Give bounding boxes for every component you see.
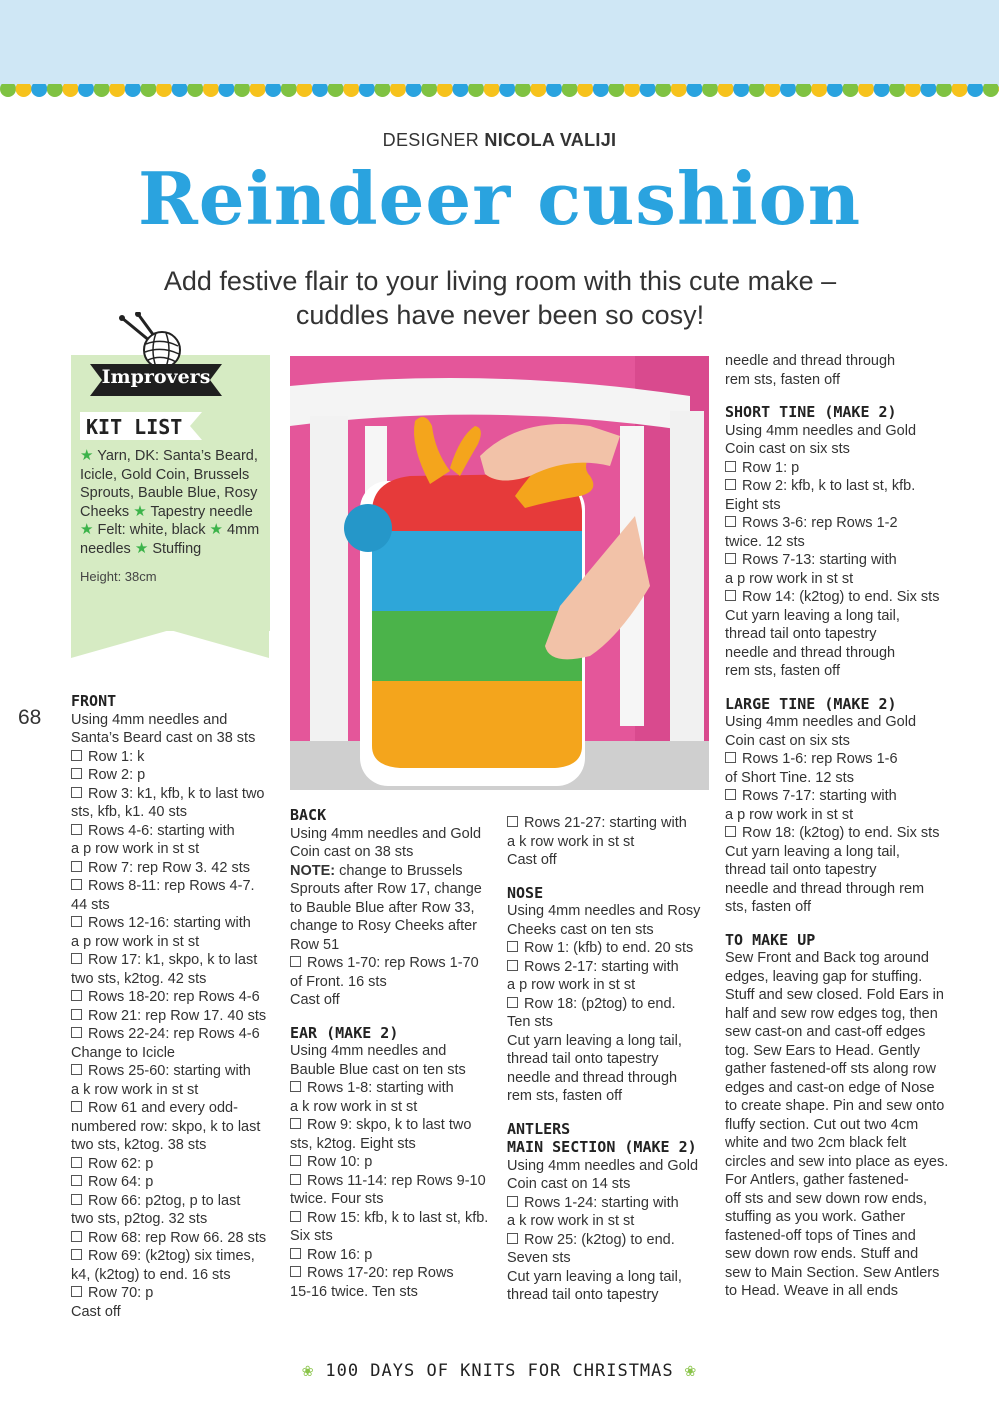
- checkbox[interactable]: [71, 879, 82, 890]
- checkbox[interactable]: [71, 1286, 82, 1297]
- section-heading: MAIN SECTION (MAKE 2): [507, 1138, 697, 1156]
- section-gap: [725, 389, 965, 403]
- row-text: Rows 25-60: starting with: [88, 1063, 251, 1079]
- row-text: Row 15: kfb, k to last st, kfb.: [307, 1209, 489, 1226]
- kit-list-title: KIT LIST: [80, 412, 190, 440]
- row-text: Row 66: p2tog, p to last: [88, 1192, 241, 1209]
- checkbox[interactable]: [725, 789, 736, 800]
- checkbox[interactable]: [290, 1118, 301, 1129]
- kit-list-items: [80, 447, 265, 558]
- row-instruction[interactable]: [71, 1284, 281, 1303]
- checkbox[interactable]: [71, 787, 82, 798]
- row-instruction[interactable]: [71, 785, 281, 804]
- row-text: Row 64: p: [88, 1174, 154, 1190]
- checkbox[interactable]: [71, 824, 82, 835]
- row-instruction[interactable]: [725, 551, 965, 570]
- star-bullet-icon: ★: [80, 521, 94, 538]
- row-instruction[interactable]: [290, 1153, 502, 1172]
- text-line: Cut yarn leaving a long tail,: [507, 1032, 682, 1049]
- section-gap: [725, 681, 965, 695]
- kit-panel-notch: [71, 630, 269, 658]
- text-line: Using 4mm needles and Rosy: [507, 903, 701, 919]
- checkbox[interactable]: [507, 1196, 518, 1207]
- section-heading: TO MAKE UP: [725, 930, 816, 949]
- text-line: Using 4mm needles and: [290, 1043, 447, 1059]
- checkbox[interactable]: [71, 953, 82, 964]
- kit-item: Felt: white, black: [97, 522, 206, 538]
- checkbox[interactable]: [507, 941, 518, 952]
- text-line: Cast off: [71, 1303, 121, 1320]
- text-line: Coin cast on six sts: [725, 441, 850, 457]
- text-line: Cheeks cast on ten sts: [507, 921, 654, 938]
- note-line: [290, 862, 502, 881]
- text-line: Cast off: [290, 992, 340, 1008]
- row-text: Row 2: kfb, k to last st, kfb.: [742, 478, 916, 494]
- text-line: a p row work in st st: [71, 933, 200, 950]
- row-text: Row 18: (p2tog) to end.: [524, 995, 676, 1012]
- text-line: Cut yarn leaving a long tail,: [725, 607, 900, 624]
- row-instruction[interactable]: [507, 1231, 719, 1250]
- text-line: rem sts, fasten off: [507, 1088, 622, 1104]
- section-heading: ANTLERS: [507, 1119, 571, 1138]
- text-line: a k row work in st st: [507, 1213, 635, 1229]
- star-bullet-icon: ★: [133, 502, 147, 520]
- pattern-column-4: [725, 352, 965, 1301]
- row-instruction[interactable]: [507, 995, 719, 1014]
- section-gap: [290, 1010, 502, 1024]
- page-title: Reindeer cushion: [137, 156, 862, 241]
- section-heading: LARGE TINE (MAKE 2): [725, 694, 897, 713]
- text-line: needle and thread through: [725, 353, 896, 369]
- row-instruction[interactable]: [71, 1099, 281, 1118]
- checkbox[interactable]: [71, 1249, 82, 1260]
- row-instruction[interactable]: [725, 477, 965, 496]
- text-line: Eight sts: [725, 496, 781, 513]
- text-line: twice. 12 sts: [725, 533, 805, 550]
- row-text: Row 10: p: [307, 1154, 373, 1170]
- text-line: 15-16 twice. Ten sts: [290, 1283, 418, 1300]
- row-instruction[interactable]: [725, 750, 965, 769]
- row-instruction[interactable]: [290, 1209, 502, 1228]
- row-text: Rows 1-8: starting with: [307, 1080, 454, 1096]
- row-text: Row 1: p: [742, 459, 800, 476]
- checkbox[interactable]: [71, 916, 82, 927]
- checkbox[interactable]: [290, 1211, 301, 1222]
- text-line: Bauble Blue cast on ten sts: [290, 1061, 466, 1078]
- note-text: change to Brussels: [339, 862, 463, 879]
- skill-level-label: Improvers: [101, 366, 211, 388]
- text-line: numbered row: skpo, k to last: [71, 1118, 261, 1135]
- text-line: a p row work in st st: [725, 806, 854, 823]
- row-instruction[interactable]: [725, 787, 965, 806]
- row-instruction[interactable]: [507, 1194, 719, 1213]
- row-instruction[interactable]: [290, 1172, 502, 1191]
- text-line: Stuff and sew closed. Fold Ears in: [725, 987, 944, 1003]
- text-line: Coin cast on six sts: [725, 732, 850, 749]
- text-line: tog. Sew Ears to Head. Gently: [725, 1042, 921, 1059]
- section-gap: [725, 917, 965, 931]
- row-text: Rows 2-17: starting with: [524, 958, 679, 975]
- text-line: Coin cast on 38 sts: [290, 844, 414, 860]
- text-line: rem sts, fasten off: [725, 371, 840, 388]
- cushion-illustration: [290, 356, 709, 790]
- section-heading: EAR (MAKE 2): [290, 1023, 399, 1042]
- row-instruction[interactable]: [71, 1155, 281, 1174]
- row-text: Row 9: skpo, k to last two: [307, 1117, 472, 1133]
- text-line: a k row work in st st: [507, 833, 635, 850]
- text-line: Cut yarn leaving a long tail,: [725, 843, 900, 860]
- pattern-column-1: [71, 692, 281, 1321]
- row-instruction[interactable]: [71, 1229, 281, 1248]
- checkbox[interactable]: [71, 1175, 82, 1186]
- row-text: Row 21: rep Row 17. 40 sts: [88, 1007, 267, 1024]
- text-line: sew down row ends. Stuff and: [725, 1246, 919, 1262]
- text-line: to create shape. Pin and sew onto: [725, 1098, 945, 1114]
- section-heading: SHORT TINE (MAKE 2): [725, 403, 897, 421]
- row-instruction[interactable]: [71, 877, 281, 896]
- checkbox[interactable]: [725, 479, 736, 490]
- text-line: edges and cast-on edge of Nose: [725, 1079, 935, 1096]
- flower-icon: ❀: [302, 1360, 315, 1381]
- row-instruction[interactable]: [71, 914, 281, 933]
- row-text: Row 68: rep Row 66. 28 sts: [88, 1229, 267, 1246]
- text-line: white and two 2cm black felt: [725, 1135, 907, 1151]
- row-text: Rows 1-24: starting with: [524, 1194, 679, 1211]
- checkbox[interactable]: [71, 861, 82, 872]
- text-line: needle and thread through rem: [725, 880, 925, 897]
- kit-item: Yarn, DK: Santa’s Beard, Icicle, Gold Coin, Brussels Sprouts, Bauble Blue, Rosy Cheeks: [80, 448, 258, 520]
- row-instruction[interactable]: [507, 958, 719, 977]
- row-text: Rows 7-17: starting with: [742, 788, 897, 804]
- text-line: Using 4mm needles and: [71, 711, 228, 728]
- checkbox[interactable]: [725, 461, 736, 472]
- text-line: twice. Four sts: [290, 1191, 384, 1207]
- row-text: Row 2: p: [88, 767, 146, 783]
- text-line: change to Rosy Cheeks after: [290, 918, 477, 934]
- row-instruction[interactable]: [71, 822, 281, 841]
- text-line: Row 51: [290, 936, 340, 953]
- section-heading: FRONT: [71, 692, 117, 710]
- row-instruction[interactable]: [71, 1173, 281, 1192]
- row-instruction[interactable]: [71, 951, 281, 970]
- row-text: Row 3: k1, kfb, k to last two: [88, 785, 265, 802]
- text-line: Cut yarn leaving a long tail,: [507, 1268, 682, 1285]
- text-line: sts, k2tog. Eight sts: [290, 1135, 416, 1152]
- text-line: fluffy section. Cut out two 4cm: [725, 1116, 919, 1133]
- row-instruction[interactable]: [290, 954, 502, 973]
- text-line: Sew Front and Back tog around: [725, 950, 929, 966]
- text-line: rem sts, fasten off: [725, 663, 840, 679]
- row-instruction[interactable]: [290, 1079, 502, 1098]
- row-text: Rows 22-24: rep Rows 4-6: [88, 1026, 260, 1042]
- checkbox[interactable]: [71, 1064, 82, 1075]
- checkbox[interactable]: [71, 1027, 82, 1038]
- section-heading: BACK: [290, 806, 327, 824]
- pattern-column-3: [507, 814, 719, 1305]
- checkbox[interactable]: [71, 1231, 82, 1242]
- row-text: Row 17: k1, skpo, k to last: [88, 952, 258, 968]
- row-instruction[interactable]: [71, 766, 281, 785]
- text-line: Six sts: [290, 1228, 333, 1244]
- row-text: Row 16: p: [307, 1246, 373, 1263]
- row-instruction[interactable]: [71, 748, 281, 767]
- checkbox[interactable]: [725, 516, 736, 527]
- text-line: thread tail onto tapestry: [507, 1051, 659, 1067]
- text-line: a k row work in st st: [71, 1081, 199, 1098]
- kit-item: Stuffing: [152, 540, 202, 557]
- checkbox[interactable]: [290, 1081, 301, 1092]
- text-line: edges, leaving gap for stuffing.: [725, 968, 923, 985]
- row-text: Rows 18-20: rep Rows 4-6: [88, 989, 260, 1005]
- checkbox[interactable]: [290, 1248, 301, 1259]
- section-heading: NOSE: [507, 883, 544, 902]
- row-text: Rows 8-11: rep Rows 4-7.: [88, 878, 255, 894]
- text-line: thread tail onto tapestry: [725, 626, 877, 642]
- top-color-band: [0, 0, 999, 88]
- row-text: Rows 3-6: rep Rows 1-2: [742, 515, 898, 531]
- text-line: sew cast-on and cast-off edges: [725, 1024, 926, 1040]
- row-text: Rows 7-13: starting with: [742, 552, 897, 568]
- text-line: a k row work in st st: [290, 1098, 418, 1115]
- finished-height: Height: 38cm: [80, 569, 157, 584]
- row-text: Row 14: (k2tog) to end. Six sts: [742, 589, 940, 605]
- text-line: of Front. 16 sts: [290, 973, 387, 990]
- pattern-column-2: [290, 806, 502, 1301]
- text-line: half and sew row edges tog, then: [725, 1005, 938, 1022]
- checkbox[interactable]: [71, 768, 82, 779]
- star-bullet-icon: ★: [80, 447, 94, 464]
- row-instruction[interactable]: [71, 1247, 281, 1266]
- checkbox[interactable]: [71, 1157, 82, 1168]
- designer-prefix: DESIGNER: [382, 130, 480, 150]
- footer-text: 100 DAYS OF KNITS FOR CHRISTMAS: [325, 1361, 674, 1381]
- checkbox[interactable]: [725, 553, 736, 564]
- row-text: Row 1: (kfb) to end. 20 sts: [524, 940, 694, 956]
- row-instruction[interactable]: [507, 939, 719, 958]
- text-line: Ten sts: [507, 1014, 553, 1030]
- section-gap: [507, 1106, 719, 1120]
- text-line: Coin cast on 14 sts: [507, 1176, 631, 1192]
- row-instruction[interactable]: [71, 859, 281, 878]
- star-bullet-icon: ★: [209, 521, 223, 538]
- checkbox[interactable]: [290, 1174, 301, 1185]
- text-line: 44 sts: [71, 896, 110, 913]
- row-text: Rows 12-16: starting with: [88, 915, 251, 931]
- row-instruction[interactable]: [725, 459, 965, 478]
- page-subtitle: Add festive flair to your living room with this cute make – cuddles have never been so cosy!: [163, 266, 837, 330]
- row-instruction[interactable]: [725, 514, 965, 533]
- row-instruction[interactable]: [725, 824, 965, 843]
- text-line: a p row work in st st: [71, 841, 200, 857]
- checkbox[interactable]: [290, 1266, 301, 1277]
- footer: [0, 1360, 999, 1381]
- checkbox[interactable]: [725, 826, 736, 837]
- row-text: Row 25: (k2tog) to end.: [524, 1231, 675, 1248]
- row-instruction[interactable]: [71, 1007, 281, 1026]
- text-line: sts, kfb, k1. 40 sts: [71, 804, 188, 820]
- row-instruction[interactable]: [290, 1246, 502, 1265]
- checkbox[interactable]: [725, 590, 736, 601]
- note-label: NOTE:: [290, 862, 336, 879]
- text-line: of Short Tine. 12 sts: [725, 769, 854, 786]
- row-text: Rows 11-14: rep Rows 9-10: [307, 1172, 486, 1189]
- text-line: needle and thread through: [507, 1069, 678, 1086]
- row-instruction[interactable]: [725, 588, 965, 607]
- text-line: two sts, k2tog. 42 sts: [71, 970, 207, 987]
- text-line: two sts, k2tog. 38 sts: [71, 1137, 207, 1153]
- text-line: to Head. Weave in all ends: [725, 1283, 899, 1299]
- row-text: Rows 21-27: starting with: [524, 815, 687, 831]
- row-instruction[interactable]: [290, 1264, 502, 1283]
- row-text: Row 69: (k2tog) six times,: [88, 1248, 255, 1264]
- text-line: k4, (k2tog) to end. 16 sts: [71, 1266, 231, 1283]
- text-line: stuffing as you work. Gather: [725, 1209, 906, 1225]
- text-line: thread tail onto tapestry: [507, 1287, 659, 1303]
- row-instruction[interactable]: [71, 1025, 281, 1044]
- checkbox[interactable]: [71, 1194, 82, 1205]
- designer-credit: [0, 130, 999, 151]
- text-line: a p row work in st st: [507, 977, 636, 993]
- row-text: Rows 4-6: starting with: [88, 822, 235, 839]
- row-text: Rows 1-70: rep Rows 1-70: [307, 955, 479, 971]
- text-line: Seven sts: [507, 1250, 571, 1266]
- row-text: Row 70: p: [88, 1285, 154, 1301]
- text-line: two sts, p2tog. 32 sts: [71, 1211, 208, 1227]
- row-instruction[interactable]: [71, 988, 281, 1007]
- text-line: Sprouts after Row 17, change: [290, 881, 482, 897]
- text-line: Using 4mm needles and Gold: [725, 714, 917, 730]
- page-number: 68: [18, 706, 42, 729]
- checkbox[interactable]: [507, 1233, 518, 1244]
- kit-item: 4mm needles: [80, 522, 260, 557]
- star-bullet-icon: ★: [134, 539, 149, 557]
- row-text: Rows 1-6: rep Rows 1-6: [742, 751, 898, 767]
- checkbox[interactable]: [71, 1009, 82, 1020]
- row-text: Rows 17-20: rep Rows: [307, 1265, 454, 1281]
- row-text: Row 7: rep Row 3. 42 sts: [88, 859, 250, 876]
- cushion-photo: [290, 356, 709, 790]
- checkbox[interactable]: [290, 1155, 301, 1166]
- text-line: off sts and sew down row ends,: [725, 1190, 928, 1207]
- row-text: Row 1: k: [88, 748, 145, 765]
- checkbox[interactable]: [507, 960, 518, 971]
- section-gap: [507, 870, 719, 884]
- text-line: fastened-off tops of Tines and: [725, 1227, 916, 1244]
- text-line: sts, fasten off: [725, 899, 811, 915]
- text-line: Using 4mm needles and Gold: [725, 422, 917, 439]
- text-line: Using 4mm needles and Gold: [290, 825, 482, 842]
- designer-name: NICOLA VALIJI: [484, 130, 617, 150]
- flower-icon: ❀: [684, 1360, 697, 1381]
- checkbox[interactable]: [71, 990, 82, 1001]
- checkbox[interactable]: [290, 956, 301, 967]
- text-line: For Antlers, gather fastened-: [725, 1172, 909, 1188]
- row-instruction[interactable]: [71, 1192, 281, 1211]
- checkbox[interactable]: [507, 816, 518, 827]
- text-line: to Bauble Blue after Row 33,: [290, 899, 475, 916]
- text-line: Change to Icicle: [71, 1044, 175, 1061]
- text-line: circles and sew into place as eyes.: [725, 1153, 949, 1170]
- text-line: needle and thread through: [725, 644, 896, 661]
- row-instruction[interactable]: [290, 1116, 502, 1135]
- text-line: gather fastened-off sts along row: [725, 1061, 936, 1077]
- scallop-border: [0, 84, 999, 104]
- text-line: sew to Main Section. Sew Antlers: [725, 1264, 940, 1281]
- text-line: a p row work in st st: [725, 570, 854, 587]
- checkbox[interactable]: [71, 750, 82, 761]
- row-text: Row 62: p: [88, 1155, 154, 1172]
- checkbox[interactable]: [725, 752, 736, 763]
- checkbox[interactable]: [71, 1101, 82, 1112]
- kit-item: Tapestry needle: [150, 503, 253, 520]
- text-line: Using 4mm needles and Gold: [507, 1157, 699, 1174]
- text-line: Santa’s Beard cast on 38 sts: [71, 730, 256, 746]
- row-text: Row 61 and every odd-: [88, 1100, 238, 1116]
- text-line: thread tail onto tapestry: [725, 862, 877, 878]
- row-instruction[interactable]: [507, 814, 719, 833]
- row-text: Row 18: (k2tog) to end. Six sts: [742, 825, 940, 841]
- checkbox[interactable]: [507, 997, 518, 1008]
- row-instruction[interactable]: [71, 1062, 281, 1081]
- text-line: Cast off: [507, 852, 557, 868]
